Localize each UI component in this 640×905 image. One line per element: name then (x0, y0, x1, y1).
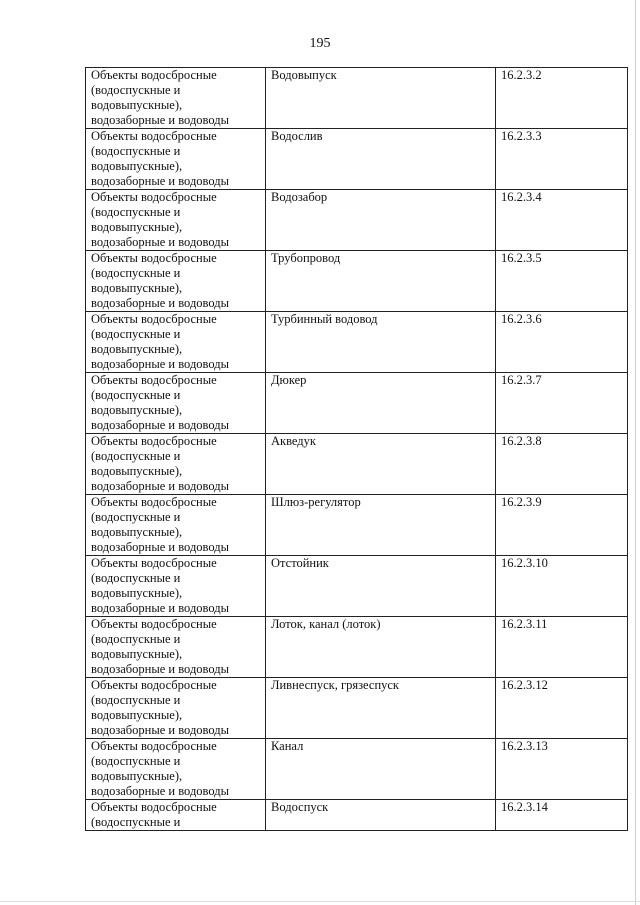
object-name-cell: Турбинный водовод (266, 312, 496, 373)
object-type-cell: Объекты водосбросные (водоспускные и водовыпускные), водозаборные и водоводы (86, 312, 266, 373)
object-code-cell: 16.2.3.2 (496, 68, 628, 129)
object-type-cell: Объекты водосбросные (водоспускные и водовыпускные), водозаборные и водоводы (86, 373, 266, 434)
page-number: 195 (309, 36, 331, 51)
object-name-cell: Водослив (266, 129, 496, 190)
table-row (86, 434, 628, 495)
object-name-cell: Трубопровод (266, 251, 496, 312)
object-type-cell: Объекты водосбросные (водоспускные и водовыпускные), водозаборные и водоводы (86, 739, 266, 800)
table-row (86, 190, 628, 251)
object-code-cell: 16.2.3.5 (496, 251, 628, 312)
object-type-cell: Объекты водосбросные (водоспускные и водовыпускные), водозаборные и водоводы (86, 190, 266, 251)
object-name-cell: Шлюз-регулятор (266, 495, 496, 556)
object-type-cell: Объекты водосбросные (водоспускные и водовыпускные), водозаборные и водоводы (86, 617, 266, 678)
object-type-cell: Объекты водосбросные (водоспускные и водовыпускные), водозаборные и водоводы (86, 556, 266, 617)
object-type-cell: Объекты водосбросные (водоспускные и водовыпускные), водозаборные и водоводы (86, 678, 266, 739)
object-name-cell: Отстойник (266, 556, 496, 617)
page-edge (0, 901, 640, 902)
object-name-cell: Дюкер (266, 373, 496, 434)
object-code-cell: 16.2.3.4 (496, 190, 628, 251)
classification-table (85, 67, 628, 831)
object-type-cell: Объекты водосбросные (водоспускные и водовыпускные), водозаборные и водоводы (86, 68, 266, 129)
object-code-cell: 16.2.3.3 (496, 129, 628, 190)
table-row (86, 495, 628, 556)
object-name-cell: Водозабор (266, 190, 496, 251)
table-row (86, 68, 628, 129)
object-type-cell: Объекты водосбросные (водоспускные и водовыпускные), водозаборные и водоводы (86, 495, 266, 556)
object-type-cell: Объекты водосбросные (водоспускные и (86, 800, 266, 831)
object-code-cell: 16.2.3.11 (496, 617, 628, 678)
table-row (86, 373, 628, 434)
object-code-cell: 16.2.3.6 (496, 312, 628, 373)
table-row (86, 800, 628, 831)
object-type-cell: Объекты водосбросные (водоспускные и водовыпускные), водозаборные и водоводы (86, 129, 266, 190)
table-row (86, 251, 628, 312)
table-row (86, 617, 628, 678)
object-code-cell: 16.2.3.8 (496, 434, 628, 495)
object-name-cell: Водоспуск (266, 800, 496, 831)
table-row (86, 556, 628, 617)
object-code-cell: 16.2.3.13 (496, 739, 628, 800)
object-type-cell: Объекты водосбросные (водоспускные и водовыпускные), водозаборные и водоводы (86, 434, 266, 495)
table-row (86, 739, 628, 800)
object-name-cell: Водовыпуск (266, 68, 496, 129)
object-name-cell: Ливнеспуск, грязеспуск (266, 678, 496, 739)
object-name-cell: Канал (266, 739, 496, 800)
table-row (86, 312, 628, 373)
table-row (86, 678, 628, 739)
object-code-cell: 16.2.3.9 (496, 495, 628, 556)
object-code-cell: 16.2.3.10 (496, 556, 628, 617)
page-edge (635, 0, 636, 905)
object-code-cell: 16.2.3.12 (496, 678, 628, 739)
object-name-cell: Лоток, канал (лоток) (266, 617, 496, 678)
object-type-cell: Объекты водосбросные (водоспускные и водовыпускные), водозаборные и водоводы (86, 251, 266, 312)
object-code-cell: 16.2.3.7 (496, 373, 628, 434)
table-row (86, 129, 628, 190)
object-code-cell: 16.2.3.14 (496, 800, 628, 831)
object-name-cell: Акведук (266, 434, 496, 495)
